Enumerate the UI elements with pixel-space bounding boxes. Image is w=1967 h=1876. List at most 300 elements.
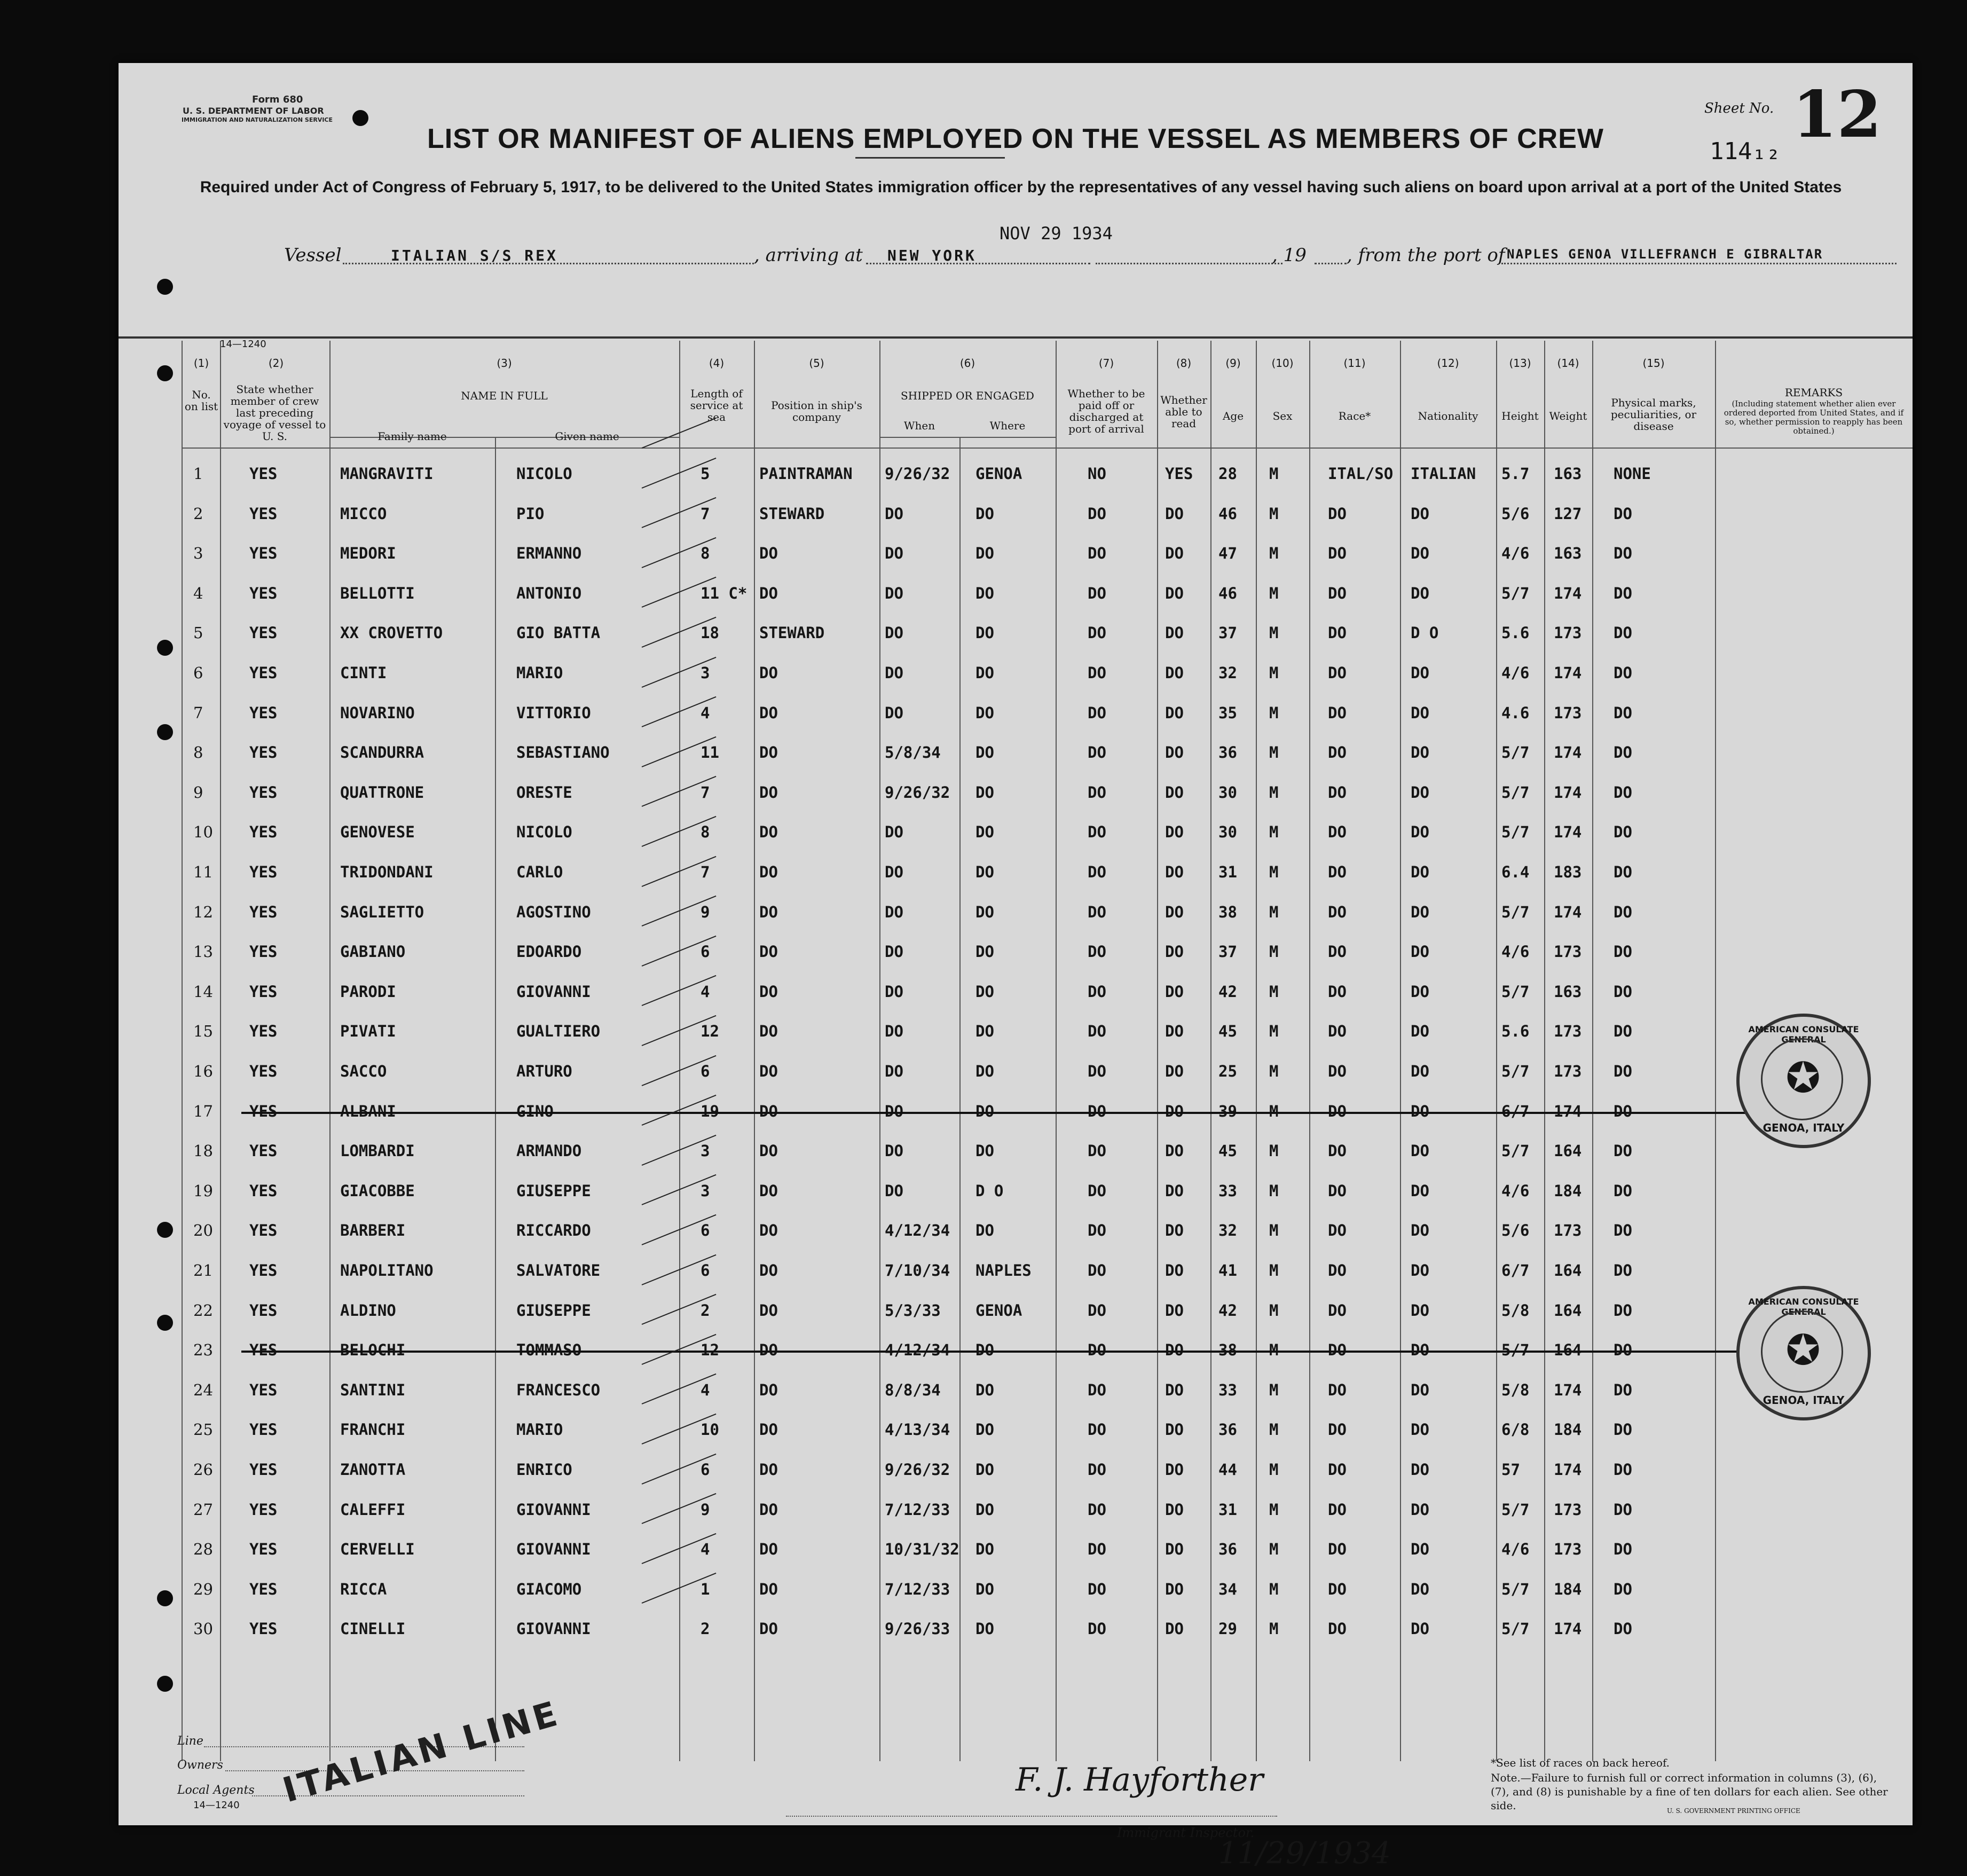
cell-age: 46 [1218,504,1237,523]
col-header-paid: Whether to be paid off or discharged at port of arrival [1067,387,1145,435]
service-label: IMMIGRATION AND NATURALIZATION SERVICE [182,116,333,123]
cell-nat: DO [1411,1022,1429,1041]
cell-nat: DO [1411,584,1429,602]
cell-nat: DO [1411,1461,1429,1479]
cell-when: 9/26/33 [885,1620,950,1638]
cell-len: 4 [701,1380,710,1399]
cell-sex: M [1269,664,1279,682]
col-header-when: When [903,419,935,432]
col-header-position: Position in ship's company [771,399,862,423]
cell-where: DO [975,1341,994,1360]
cell-marks: DO [1614,584,1632,602]
cell-sex: M [1269,902,1279,921]
col-num: (11) [1343,357,1366,370]
cell-no: 6 [193,664,203,682]
cell-read: DO [1165,1142,1184,1160]
cell-age: 38 [1218,1341,1237,1360]
cell-paid: DO [1088,1341,1106,1360]
col-header-read: Whether able to read [1160,394,1207,430]
cell-pos: DO [759,783,778,802]
cell-no: 24 [193,1380,213,1399]
cell-nat: DO [1411,1301,1429,1320]
cell-age: 34 [1218,1580,1237,1598]
cell-nat: DO [1411,1181,1429,1200]
cell-len: 7 [701,863,710,881]
col-header-race: Race* [1338,410,1371,422]
cell-marks: DO [1614,703,1632,722]
sheet-number: 12 [1792,77,1882,152]
cell-sex: M [1269,1102,1279,1120]
cell-pos: DO [759,943,778,961]
cell-age: 36 [1218,1420,1237,1439]
cell-len: 4 [701,703,710,722]
cell-pos: DO [759,1181,778,1200]
consulate-seal [1736,1286,1871,1420]
cell-height: 5/7 [1501,743,1530,762]
cell-height: 5/7 [1501,783,1530,802]
cell-race: DO [1328,1500,1347,1519]
table-row [119,1489,1913,1528]
cell-paid: NO [1088,465,1106,483]
manifest-page [119,63,1913,1871]
cell-nat: DO [1411,823,1429,842]
cell-state: YES [249,982,278,1001]
cell-where: DO [975,624,994,642]
cell-given: GIUSEPPE [516,1181,591,1200]
cell-sex: M [1269,1261,1279,1280]
cell-len: 7 [701,504,710,523]
cell-pos: DO [759,1540,778,1559]
cell-no: 29 [193,1580,213,1598]
cell-age: 45 [1218,1022,1237,1041]
cell-marks: DO [1614,743,1632,762]
cell-given: ERMANNO [516,544,582,563]
cell-weight: 183 [1554,863,1582,881]
cell-pos: DO [759,1301,778,1320]
cell-state: YES [249,943,278,961]
cell-family: BELLOTTI [340,584,415,602]
cell-read: DO [1165,1620,1184,1638]
cell-where: GENOA [975,465,1022,483]
cell-read: DO [1165,1221,1184,1240]
cell-race: ITAL/SO [1328,465,1394,483]
col-header-where: Where [989,419,1026,432]
cell-sex: M [1269,1022,1279,1041]
cell-nat: DO [1411,664,1429,682]
cell-nat: DO [1411,943,1429,961]
cell-sex: M [1269,743,1279,762]
cell-height: 5/7 [1501,1142,1530,1160]
cell-marks: DO [1614,1420,1632,1439]
table-row [119,532,1913,572]
cell-age: 31 [1218,1500,1237,1519]
cell-len: 9 [701,902,710,921]
cell-age: 29 [1218,1620,1237,1638]
cell-paid: DO [1088,1540,1106,1559]
table-row [119,931,1913,970]
cell-where: DO [975,1580,994,1598]
cell-height: 5.6 [1501,624,1530,642]
cell-weight: 184 [1554,1420,1582,1439]
cell-read: DO [1165,504,1184,523]
cell-pos: DO [759,743,778,762]
cell-age: 32 [1218,1221,1237,1240]
cell-len: 2 [701,1301,710,1320]
cell-age: 44 [1218,1461,1237,1479]
seal-text-top: AMERICAN CONSULATE GENERAL [1748,1024,1859,1045]
cell-weight: 173 [1554,1500,1582,1519]
col-header-state: State whether member of crew last preceding voyage of vessel to U. S. [223,383,326,443]
owners-label: Owners [177,1759,223,1772]
cell-race: DO [1328,1580,1347,1598]
cell-len: 7 [701,783,710,802]
cell-pos: DO [759,1341,778,1360]
cell-sex: M [1269,544,1279,563]
cell-marks: DO [1614,1580,1632,1598]
cell-family: ALBANI [340,1102,396,1120]
cell-family: FRANCHI [340,1420,406,1439]
cell-sex: M [1269,584,1279,602]
col-header-height: Height [1501,410,1539,422]
cell-no: 4 [193,584,203,602]
cell-marks: DO [1614,1540,1632,1559]
cell-paid: DO [1088,1420,1106,1439]
cell-marks: DO [1614,1380,1632,1399]
vessel-line [119,239,1913,277]
cell-family: BARBERI [340,1221,406,1240]
cell-family: SACCO [340,1062,387,1080]
cell-pos: DO [759,1261,778,1280]
italian-line-stamp: ITALIAN LINE [278,1693,565,1811]
cell-weight: 184 [1554,1580,1582,1598]
cell-given: GIOVANNI [516,1540,591,1559]
cell-race: DO [1328,863,1347,881]
cell-where: DO [975,1461,994,1479]
cell-weight: 174 [1554,664,1582,682]
cell-race: DO [1328,943,1347,961]
cell-when: DO [885,1102,903,1120]
signature-date: 11/29/1934 [1218,1836,1391,1871]
cell-race: DO [1328,1341,1347,1360]
cell-paid: DO [1088,664,1106,682]
cell-len: 1 [701,1580,710,1598]
cell-no: 5 [193,624,203,642]
cell-weight: 173 [1554,1062,1582,1080]
cell-read: DO [1165,1420,1184,1439]
cell-age: 37 [1218,624,1237,642]
cell-state: YES [249,823,278,842]
cell-sex: M [1269,943,1279,961]
cell-pos: DO [759,1022,778,1041]
cell-nat: DO [1411,1500,1429,1519]
cell-height: 5/7 [1501,1620,1530,1638]
cell-sex: M [1269,1380,1279,1399]
cell-given: GIOVANNI [516,982,591,1001]
seal-text-top: AMERICAN CONSULATE GENERAL [1748,1297,1859,1317]
cell-marks: DO [1614,624,1632,642]
cell-no: 9 [193,783,203,802]
cell-when: DO [885,544,903,563]
cell-weight: 173 [1554,943,1582,961]
cell-no: 27 [193,1500,213,1519]
cell-sex: M [1269,823,1279,842]
cell-race: DO [1328,1380,1347,1399]
col-header-family: Family name [377,430,447,443]
cell-given: ORESTE [516,783,572,802]
cell-len: 11 C* [701,584,748,602]
cell-height: 5.7 [1501,465,1530,483]
cell-when: DO [885,823,903,842]
header-rule [182,448,1913,449]
cell-paid: DO [1088,1062,1106,1080]
year-label: , 19 [1272,245,1307,266]
cell-given: PIO [516,504,545,523]
cell-where: DO [975,703,994,722]
cell-len: 6 [701,1261,710,1280]
cell-marks: DO [1614,1620,1632,1638]
strike-line [241,1351,1832,1353]
cell-marks: DO [1614,982,1632,1001]
col-header-given: Given name [555,430,619,443]
cell-weight: 174 [1554,823,1582,842]
cell-read: DO [1165,544,1184,563]
cell-weight: 174 [1554,743,1582,762]
cell-given: VITTORIO [516,703,591,722]
cell-pos: DO [759,703,778,722]
cell-where: DO [975,1142,994,1160]
cell-read: DO [1165,1301,1184,1320]
cell-state: YES [249,624,278,642]
cell-family: GIACOBBE [340,1181,415,1200]
cell-given: ARTURO [516,1062,572,1080]
cell-when: DO [885,584,903,602]
cell-family: RICCA [340,1580,387,1598]
cell-race: DO [1328,664,1347,682]
cell-paid: DO [1088,1102,1106,1120]
table-row [119,1010,1913,1050]
cell-weight: 174 [1554,584,1582,602]
table-row [119,811,1913,851]
table-row [119,493,1913,532]
cell-family: ZANOTTA [340,1461,406,1479]
cell-when: 9/26/32 [885,1461,950,1479]
cell-when: 4/12/34 [885,1341,950,1360]
cell-paid: DO [1088,584,1106,602]
cell-read: DO [1165,982,1184,1001]
cell-race: DO [1328,1420,1347,1439]
cell-height: 4/6 [1501,544,1530,563]
cell-when: DO [885,504,903,523]
cell-sex: M [1269,1341,1279,1360]
cell-no: 7 [193,703,203,722]
cell-family: CINTI [340,664,387,682]
cell-pos: DO [759,1500,778,1519]
cell-family: TRIDONDANI [340,863,434,881]
cell-family: PARODI [340,982,396,1001]
cell-nat: DO [1411,982,1429,1001]
cell-len: 6 [701,1461,710,1479]
cell-marks: DO [1614,1102,1632,1120]
cell-height: 6/8 [1501,1420,1530,1439]
cell-where: DO [975,504,994,523]
cell-weight: 173 [1554,1540,1582,1559]
col-num: (9) [1225,357,1241,370]
cell-race: DO [1328,1142,1347,1160]
cell-height: 5/7 [1501,1062,1530,1080]
inspector-signature: F. J. Hayforther [1016,1761,1263,1799]
cell-nat: DO [1411,863,1429,881]
cell-paid: DO [1088,1022,1106,1041]
cell-read: DO [1165,584,1184,602]
table-row [119,971,1913,1010]
cell-nat: D O [1411,624,1439,642]
cell-age: 35 [1218,703,1237,722]
penalty-note: Note.—Failure to furnish full or correct information in columns (3), (6), (7), and (8) is punishable by a fine of ten dollars for each alien. See other side. [1491,1771,1888,1812]
cell-len: 3 [701,664,710,682]
cell-where: DO [975,1022,994,1041]
cell-age: 36 [1218,1540,1237,1559]
cell-weight: 127 [1554,504,1582,523]
cell-where: DO [975,902,994,921]
cell-state: YES [249,1580,278,1598]
cell-len: 2 [701,1620,710,1638]
cell-race: DO [1328,1221,1347,1240]
cell-race: DO [1328,783,1347,802]
cell-read: DO [1165,943,1184,961]
cell-state: YES [249,783,278,802]
cell-paid: DO [1088,624,1106,642]
cell-age: 41 [1218,1261,1237,1280]
cell-len: 8 [701,544,710,563]
cell-given: MARIO [516,1420,563,1439]
cell-age: 32 [1218,664,1237,682]
cell-given: ENRICO [516,1461,572,1479]
cell-weight: 163 [1554,982,1582,1001]
cell-race: DO [1328,1102,1347,1120]
line-label: Line [177,1734,203,1748]
cell-where: DO [975,863,994,881]
cell-height: 5/6 [1501,504,1530,523]
cell-family: SCANDURRA [340,743,424,762]
cell-no: 23 [193,1341,213,1360]
sheet-label: Sheet No. [1704,100,1774,116]
cell-state: YES [249,465,278,483]
cell-len: 4 [701,1540,710,1559]
cell-state: YES [249,1540,278,1559]
col-header-name: NAME IN FULL [461,389,548,402]
cell-given: EDOARDO [516,943,582,961]
cell-when: 4/13/34 [885,1420,950,1439]
vessel-label: Vessel [284,245,342,266]
cell-weight: 164 [1554,1261,1582,1280]
cell-weight: 164 [1554,1341,1582,1360]
col-header-remarks-note: (Including statement whether alien ever ordered deported from United States, and if so, whether permission to reapply has been obtained.) [1724,399,1904,436]
cell-race: DO [1328,1181,1347,1200]
col-header-sex: Sex [1272,410,1293,422]
cell-family: MANGRAVITI [340,465,434,483]
col-header-remarks: REMARKS [1784,386,1843,399]
col-num: (4) [709,357,725,370]
cell-read: YES [1165,465,1193,483]
cell-sex: M [1269,1142,1279,1160]
cell-when: 7/10/34 [885,1261,950,1280]
cell-pos: DO [759,902,778,921]
cell-len: 8 [701,823,710,842]
cell-when: DO [885,902,903,921]
cell-where: DO [975,1221,994,1240]
title-underline [855,157,1005,159]
inspector-label: Immigrant Inspector. [1117,1825,1255,1840]
cell-when: 5/8/34 [885,743,941,762]
cell-nat: DO [1411,1142,1429,1160]
cell-read: DO [1165,1341,1184,1360]
col-header-age: Age [1222,410,1244,422]
cell-pos: DO [759,1380,778,1399]
cell-race: DO [1328,1062,1347,1080]
page-title: LIST OR MANIFEST OF ALIENS EMPLOYED ON THE VESSEL AS MEMBERS OF CREW [427,123,1604,154]
cell-read: DO [1165,863,1184,881]
cell-pos: DO [759,1461,778,1479]
from-value: NAPLES GENOA VILLEFRANCH E GIBRALTAR [1507,247,1823,262]
cell-len: 6 [701,1062,710,1080]
cell-no: 22 [193,1301,213,1320]
cell-where: DO [975,1540,994,1559]
cell-family: GENOVESE [340,823,415,842]
table-row [119,652,1913,692]
cell-paid: DO [1088,943,1106,961]
cell-pos: PAINTRAMAN [759,465,853,483]
cell-family: NAPOLITANO [340,1261,434,1280]
cell-given: TOMMASO [516,1341,582,1360]
cell-state: YES [249,584,278,602]
cell-pos: STEWARD [759,624,825,642]
cell-age: 45 [1218,1142,1237,1160]
cell-given: SALVATORE [516,1261,601,1280]
cell-read: DO [1165,1461,1184,1479]
cell-where: DO [975,1062,994,1080]
cell-nat: DO [1411,1102,1429,1120]
cell-pos: DO [759,584,778,602]
table-row [119,851,1913,891]
table-row [119,453,1913,492]
cell-race: DO [1328,823,1347,842]
cell-when: DO [885,624,903,642]
cell-height: 4/6 [1501,1181,1530,1200]
cell-height: 5/6 [1501,1221,1530,1240]
cell-paid: DO [1088,703,1106,722]
cell-no: 28 [193,1540,213,1559]
cell-sex: M [1269,1580,1279,1598]
cell-when: 9/26/32 [885,783,950,802]
cell-family: SANTINI [340,1380,406,1399]
cell-read: DO [1165,1062,1184,1080]
cell-read: DO [1165,902,1184,921]
cell-given: GIOVANNI [516,1620,591,1638]
table-row [119,732,1913,771]
cell-weight: 173 [1554,1221,1582,1240]
cell-race: DO [1328,1461,1347,1479]
cell-given: GINO [516,1102,554,1120]
cell-when: DO [885,703,903,722]
from-dots [1501,263,1897,264]
cell-race: DO [1328,743,1347,762]
cell-nat: DO [1411,1062,1429,1080]
cell-sex: M [1269,1461,1279,1479]
cell-no: 18 [193,1142,213,1160]
cell-given: AGOSTINO [516,902,591,921]
cell-when: DO [885,1181,903,1200]
cell-height: 5.6 [1501,1022,1530,1041]
